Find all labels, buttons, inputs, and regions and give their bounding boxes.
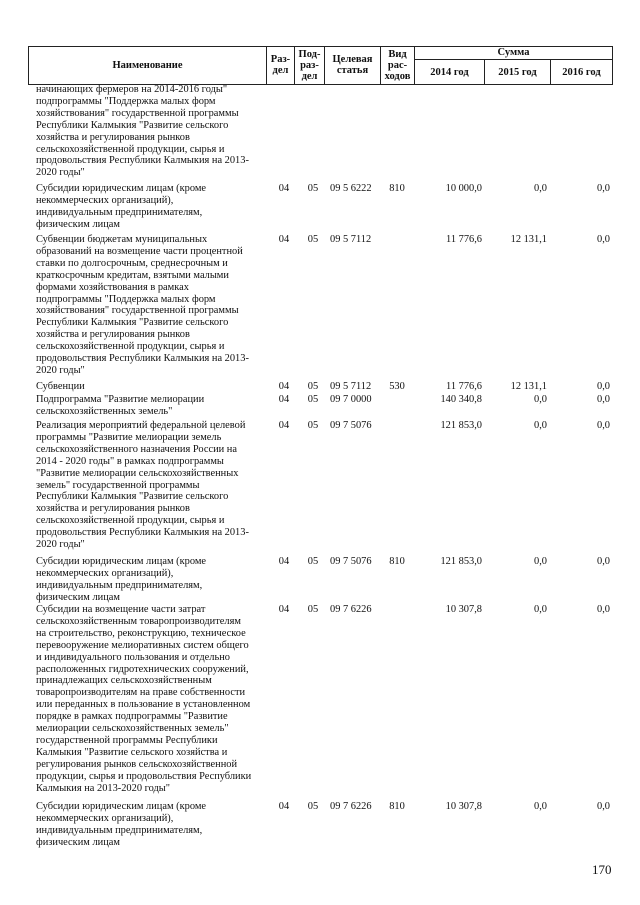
table-header	[28, 46, 613, 84]
row-2014: 11 776,6	[446, 234, 482, 245]
row-statya: 09 7 5076	[330, 556, 372, 567]
row-name: начинающих фермеров на 2014-2016 годы" подпрограммы "Поддержка малых форм хозяйствования" государственной программы Республики Калмыкия "Развитие сельского хозяйства и регулирования рынков сельскохозяйственной продукции, сырья и продовольствия Республики Калмыкия на 2013- 2020 годы"	[36, 84, 249, 179]
row-2015: 0,0	[534, 420, 547, 431]
row-statya: 09 7 5076	[330, 420, 372, 431]
header-podrazdel: Под- раз- дел	[298, 48, 321, 82]
row-name: Субсидии на возмещение части затрат сельскохозяйственным товаропроизводителям на строительство, реконструкцию, техническое перевооружение мелиоративных систем общего и индивидуального пользования и отдельно расположенных гидротехнических сооружений, принадлежащих сельскохозяйственным товаропроизводителям на праве собственности или переданных в пользование в установленном порядке в рамках подпрограммы "Развитие мелиорации сельскохозяйственных земель" государственной программы Республики Калмыкия "Развитие сельского хозяйства и регулирования рынков сельскохозяйственной продукции, сырья и продовольствия Республики Калмыкия на 2013-2020 годы"	[36, 604, 252, 794]
row-vid: 810	[389, 801, 405, 812]
page-number: 170	[592, 862, 612, 877]
row-statya: 09 7 6226	[330, 801, 372, 812]
header-statya: Целевая статья	[332, 54, 373, 76]
row-name: Субсидии юридическим лицам (кроме некоммерческих организаций), индивидуальным предпринимателям, физическим лицам	[36, 801, 207, 848]
row-2016: 0,0	[597, 394, 610, 405]
row-razdel: 04	[278, 801, 290, 812]
row-name: Субсидии юридическим лицам (кроме некоммерческих организаций), индивидуальным предпринимателям, физическим лицам	[36, 556, 207, 603]
row-vid: 530	[389, 381, 405, 392]
row-2014: 140 340,8	[440, 394, 482, 405]
row-podrazdel: 05	[307, 420, 319, 431]
row-2014: 10 000,0	[445, 183, 482, 194]
row-razdel: 04	[278, 381, 290, 392]
row-podrazdel: 05	[307, 183, 319, 194]
row-2015: 12 131,1	[510, 234, 547, 245]
row-name: Подпрограмма "Развитие мелиорации сельскохозяйственных земель"	[36, 394, 205, 417]
row-razdel: 04	[278, 234, 290, 245]
row-razdel: 04	[278, 556, 290, 567]
row-2016: 0,0	[597, 604, 610, 615]
row-podrazdel: 05	[307, 381, 319, 392]
row-vid: 810	[389, 556, 405, 567]
header-2014: 2014 год	[430, 66, 469, 78]
row-statya: 09 5 6222	[330, 183, 372, 194]
row-name: Субвенции бюджетам муниципальных образований на возмещение части процентной ставки по долгосрочным, среднесрочным и краткосрочным кредитам, взятыми малыми формами хозяйствования в рамках подпрограммы "Поддержка малых форм хозяйствования" государственной программы Республики Калмыкия "Развитие сельского хозяйства и регулирования рынков сельскохозяйственной продукции, сырья и продовольствия Республики Калмыкия на 2013- 2020 годы"	[36, 234, 249, 376]
row-razdel: 04	[278, 183, 290, 194]
row-2016: 0,0	[597, 420, 610, 431]
row-2016: 0,0	[597, 381, 610, 392]
row-2016: 0,0	[597, 183, 610, 194]
row-2015: 0,0	[534, 394, 547, 405]
row-2014: 121 853,0	[440, 556, 482, 567]
row-2014: 10 307,8	[445, 801, 482, 812]
row-2015: 12 131,1	[510, 381, 547, 392]
row-2015: 0,0	[534, 183, 547, 194]
row-podrazdel: 05	[307, 801, 319, 812]
row-2014: 121 853,0	[440, 420, 482, 431]
row-2015: 0,0	[534, 801, 547, 812]
row-name: Реализация мероприятий федеральной целевой программы "Развитие мелиорации земель сельскохозяйственного назначения России на 2014 - 2020 годы" в рамках подпрограммы "Развитие мелиорации сельскохозяйственных земель" государственной программы Республики Калмыкия "Развитие сельского хозяйства и регулирования рынков сельскохозяйственной продукции, сырья и продовольствия Республики Калмыкия на 2013- 2020 годы"	[36, 420, 249, 551]
row-podrazdel: 05	[307, 604, 319, 615]
row-2016: 0,0	[597, 556, 610, 567]
row-podrazdel: 05	[307, 556, 319, 567]
header-vid: Вид рас- ходов	[384, 48, 411, 82]
row-podrazdel: 05	[307, 234, 319, 245]
row-razdel: 04	[278, 604, 290, 615]
row-podrazdel: 05	[307, 394, 319, 405]
header-name: Наименование	[112, 59, 183, 71]
row-2016: 0,0	[597, 234, 610, 245]
row-statya: 09 5 7112	[330, 381, 372, 392]
row-name: Субвенции	[36, 381, 85, 392]
row-statya: 09 7 6226	[330, 604, 372, 615]
row-2016: 0,0	[597, 801, 610, 812]
header-2015: 2015 год	[498, 66, 537, 78]
row-statya: 09 5 7112	[330, 234, 372, 245]
header-2016: 2016 год	[562, 66, 601, 78]
row-statya: 09 7 0000	[330, 394, 372, 405]
row-vid: 810	[389, 183, 405, 194]
row-razdel: 04	[278, 420, 290, 431]
row-name: Субсидии юридическим лицам (кроме некоммерческих организаций), индивидуальным предпринимателям, физическим лицам	[36, 183, 207, 230]
header-summa: Сумма	[497, 47, 530, 58]
row-razdel: 04	[278, 394, 290, 405]
row-2014: 10 307,8	[445, 604, 482, 615]
row-2015: 0,0	[534, 556, 547, 567]
row-2014: 11 776,6	[446, 381, 482, 392]
header-razdel: Раз- дел	[270, 54, 291, 76]
row-2015: 0,0	[534, 604, 547, 615]
